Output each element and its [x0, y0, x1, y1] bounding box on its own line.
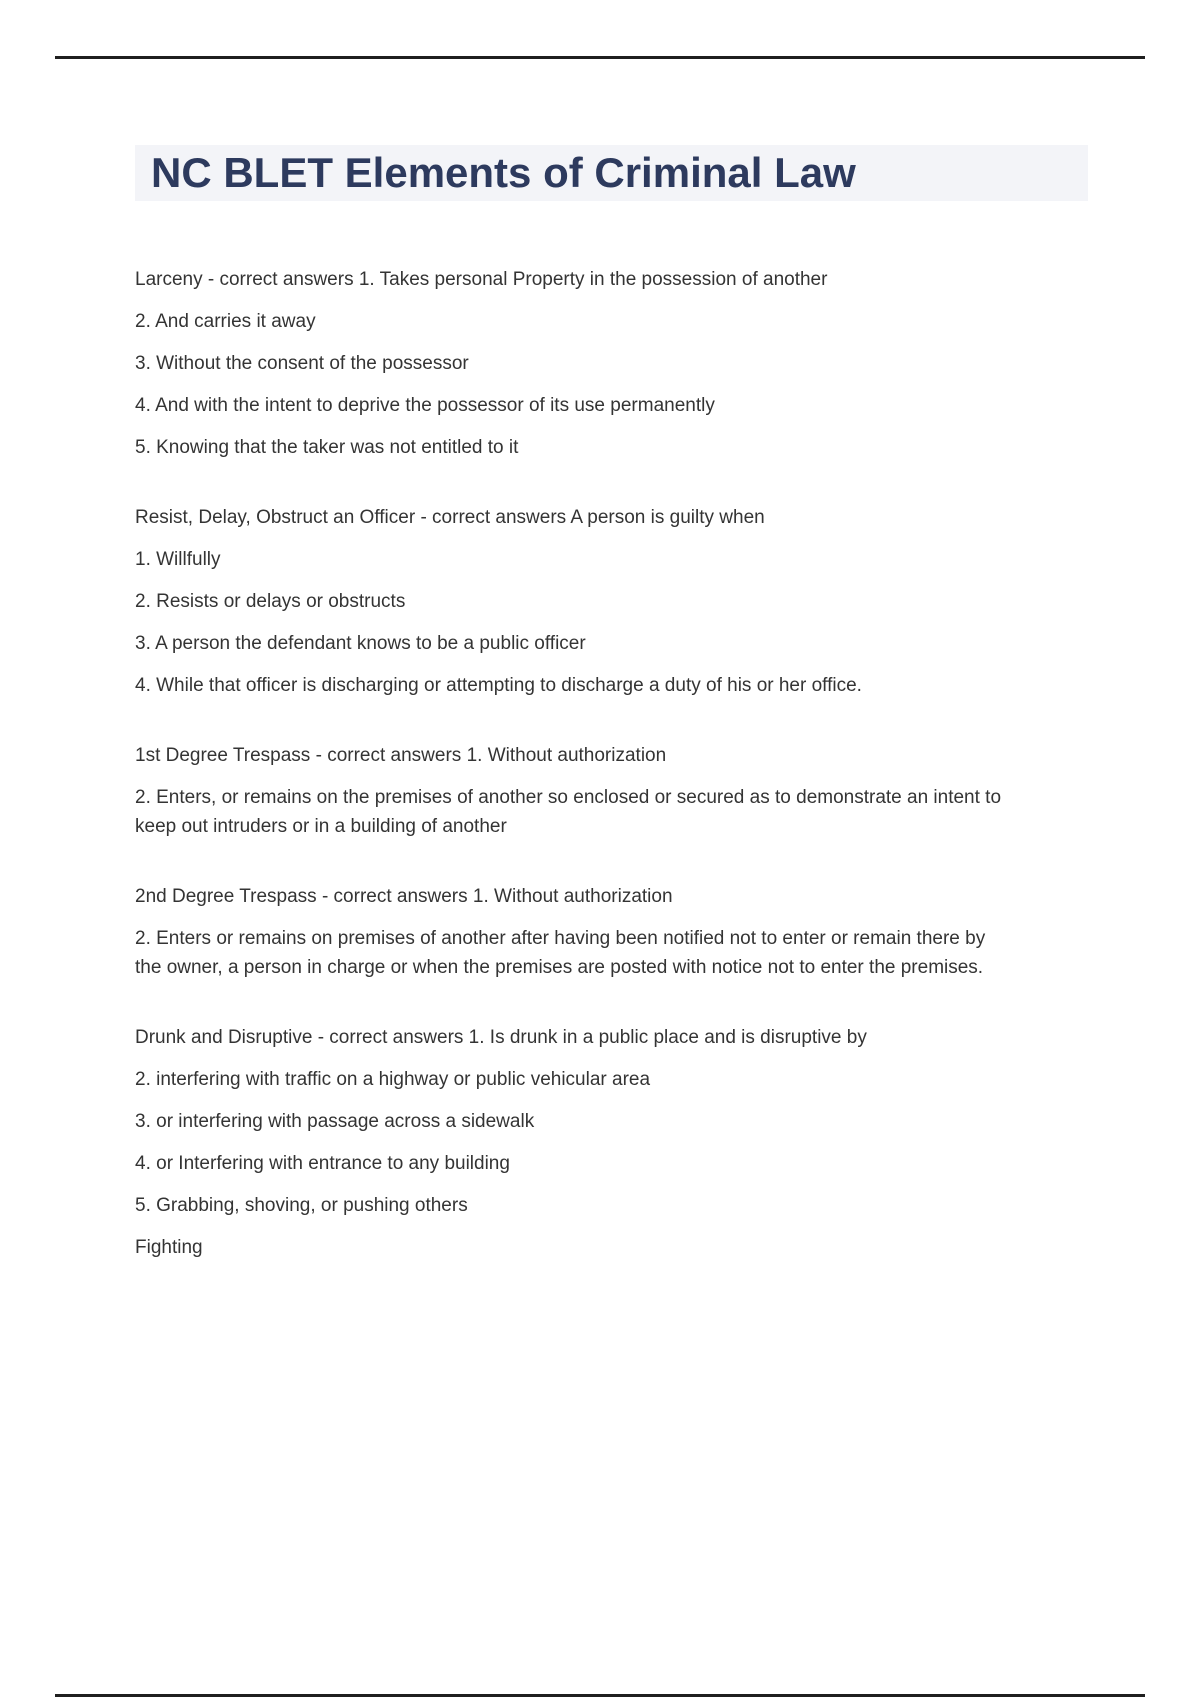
- bottom-horizontal-rule: [55, 1694, 1145, 1697]
- paragraph-line: Larceny - correct answers 1. Takes personal Property in the possession of another: [135, 269, 828, 290]
- paragraph-line: 1. Willfully: [135, 549, 221, 570]
- paragraph-line: 2nd Degree Trespass - correct answers 1. Without authorization: [135, 886, 673, 907]
- paragraph-line: Fighting: [135, 1237, 203, 1258]
- document-body: [135, 265, 1003, 1303]
- paragraph-line: 3. or interfering with passage across a sidewalk: [135, 1111, 535, 1132]
- paragraph-line: 2. And carries it away: [135, 311, 316, 332]
- page-title: NC BLET Elements of Criminal Law: [151, 149, 856, 196]
- paragraph-line: 5. Grabbing, shoving, or pushing others: [135, 1195, 468, 1216]
- paragraph-line: 2. interfering with traffic on a highway or public vehicular area: [135, 1069, 651, 1090]
- paragraph-line: 2. Enters, or remains on the premises of another so enclosed or secured as to demonstrate an intent to keep out intruders or in a building of another: [135, 787, 1002, 837]
- paragraph-line: 2. Enters or remains on premises of another after having been notified not to enter or remain there by the owner, a person in charge or when the premises are posted with notice not to enter the premises.: [135, 928, 986, 978]
- paragraph-line: Drunk and Disruptive - correct answers 1. Is drunk in a public place and is disruptive by: [135, 1027, 867, 1048]
- paragraph-line: 4. And with the intent to deprive the possessor of its use permanently: [135, 395, 715, 416]
- section-drunk-and-disruptive: [135, 1023, 1003, 1262]
- paragraph-line: 3. Without the consent of the possessor: [135, 353, 469, 374]
- section-larceny: [135, 265, 1003, 462]
- paragraph-line: 2. Resists or delays or obstructs: [135, 591, 406, 612]
- section-first-degree-trespass: [135, 741, 1003, 841]
- paragraph-line: 1st Degree Trespass - correct answers 1. Without authorization: [135, 745, 667, 766]
- paragraph-line: 4. While that officer is discharging or attempting to discharge a duty of his or her office.: [135, 675, 862, 696]
- top-horizontal-rule: [55, 56, 1145, 59]
- paragraph-line: 5. Knowing that the taker was not entitled to it: [135, 437, 519, 458]
- section-second-degree-trespass: [135, 882, 1003, 982]
- paragraph-line: 4. or Interfering with entrance to any building: [135, 1153, 510, 1174]
- paragraph-line: Resist, Delay, Obstruct an Officer - correct answers A person is guilty when: [135, 507, 765, 528]
- title-highlight-band: [135, 145, 1088, 201]
- section-resist-delay-obstruct-officer: [135, 503, 1003, 700]
- paragraph-line: 3. A person the defendant knows to be a public officer: [135, 633, 586, 654]
